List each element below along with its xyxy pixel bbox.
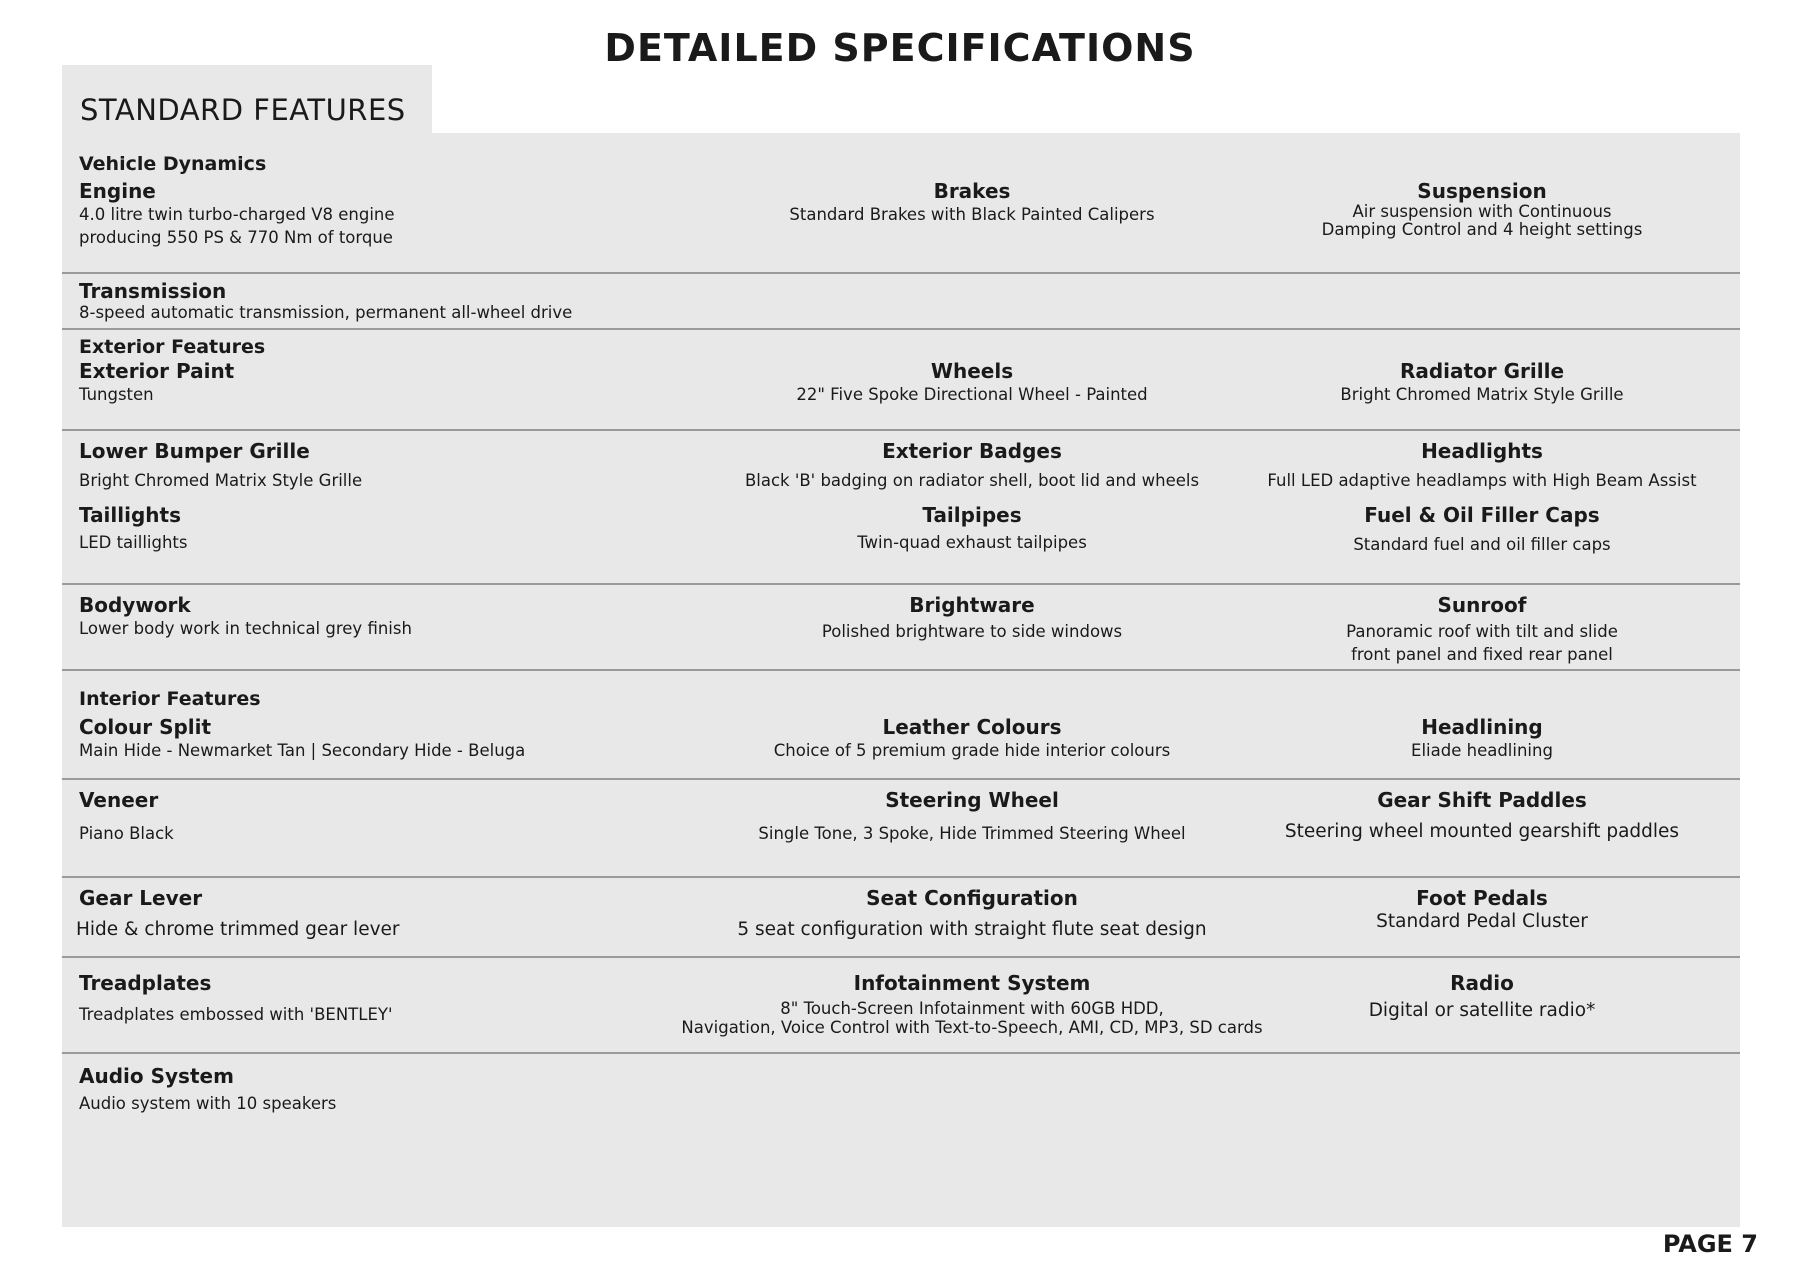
- page-title: DETAILED SPECIFICATIONS: [604, 26, 1196, 70]
- spec-value: Panoramic roof with tilt and slide front panel and fixed rear panel: [1346, 622, 1618, 664]
- spec-value: Full LED adaptive headlamps with High Beam Assist: [1267, 471, 1697, 490]
- spec-label: Headlights: [1421, 439, 1543, 463]
- spec-headlights: [1202, 439, 1762, 492]
- spec-steering-wheel: [652, 788, 1292, 845]
- page-number: PAGE 7: [1662, 1230, 1758, 1258]
- spec-label: Veneer: [79, 788, 159, 812]
- spec-label: Brakes: [933, 179, 1011, 203]
- spec-label: Suspension: [1417, 179, 1547, 203]
- spec-treadplates: [79, 971, 639, 1026]
- spec-value: Standard fuel and oil filler caps: [1353, 535, 1611, 554]
- spec-value: Digital or satellite radio*: [1368, 1000, 1596, 1021]
- spec-value: 5 seat configuration with straight flute seat design: [737, 919, 1207, 940]
- spec-label: Colour Split: [79, 715, 212, 739]
- spec-value: Black 'B' badging on radiator shell, boot lid and wheels: [744, 471, 1200, 490]
- spec-label: Gear Shift Paddles: [1377, 788, 1587, 812]
- spec-label: Radio: [1450, 971, 1514, 995]
- spec-label: Gear Lever: [79, 886, 203, 910]
- spec-label: Lower Bumper Grille: [79, 439, 310, 463]
- spec-value: Main Hide - Newmarket Tan | Secondary Hide - Beluga: [79, 741, 526, 760]
- spec-value: Lower body work in technical grey finish: [79, 619, 412, 638]
- spec-wheels: [652, 359, 1292, 406]
- spec-label: Wheels: [930, 359, 1014, 383]
- spec-gear-lever: [76, 886, 636, 941]
- group-title-interior-features: Interior Features: [79, 688, 261, 710]
- spec-suspension: [1202, 179, 1762, 239]
- spec-label: Exterior Paint: [79, 359, 235, 383]
- spec-row-lighting: [62, 431, 1740, 585]
- spec-value: Steering wheel mounted gearshift paddles: [1284, 821, 1680, 842]
- spec-headlining: [1202, 715, 1762, 762]
- spec-transmission: [79, 279, 979, 323]
- spec-value: Choice of 5 premium grade hide interior colours: [773, 741, 1171, 760]
- spec-label: Headlining: [1421, 715, 1543, 739]
- spec-label: Sunroof: [1437, 593, 1527, 617]
- spec-value: 8" Touch-Screen Infotainment with 60GB HDD, Navigation, Voice Control with Text-to-Speech, AMI, CD, MP3, SD cards: [681, 999, 1263, 1037]
- spec-value: Polished brightware to side windows: [821, 622, 1123, 641]
- spec-leather-colours: [652, 715, 1292, 762]
- group-title-exterior-features: Exterior Features: [79, 336, 266, 358]
- spec-label: Audio System: [79, 1064, 234, 1088]
- spec-engine: [79, 179, 639, 249]
- spec-value: LED taillights: [79, 533, 188, 552]
- spec-audio-system: [79, 1064, 639, 1115]
- spec-value: Treadplates embossed with 'BENTLEY': [79, 1005, 393, 1024]
- spec-label: Infotainment System: [853, 971, 1091, 995]
- spec-label: Brightware: [909, 593, 1035, 617]
- spec-seat-configuration: [652, 886, 1292, 941]
- spec-row-gear-lever: [62, 878, 1740, 958]
- spec-value: Standard Brakes with Black Painted Calipers: [789, 205, 1155, 224]
- spec-label: Transmission: [79, 279, 227, 303]
- spec-row-veneer: [62, 780, 1740, 878]
- spec-label: Radiator Grille: [1399, 359, 1565, 383]
- spec-exterior-badges: [652, 439, 1292, 492]
- spec-value: Air suspension with Continuous Damping Control and 4 height settings: [1321, 202, 1643, 239]
- spec-colour-split: [79, 715, 639, 762]
- spec-row-audio: [62, 1054, 1740, 1174]
- spec-value: Standard Pedal Cluster: [1376, 911, 1588, 932]
- spec-exterior-paint: [79, 359, 639, 406]
- spec-value: Hide & chrome trimmed gear lever: [76, 919, 400, 940]
- spec-row-transmission: [62, 274, 1740, 330]
- spec-value: 4.0 litre twin turbo-charged V8 engine producing 550 PS & 770 Nm of torque: [79, 205, 395, 247]
- group-title-vehicle-dynamics: Vehicle Dynamics: [79, 153, 267, 175]
- spec-value: Piano Black: [79, 824, 174, 843]
- spec-value: 22" Five Spoke Directional Wheel - Painted: [796, 385, 1148, 404]
- spec-label: Leather Colours: [882, 715, 1062, 739]
- spec-row-bodywork: [62, 585, 1740, 671]
- spec-panel: [62, 133, 1740, 1227]
- spec-tailpipes: [652, 503, 1292, 554]
- spec-value: Bright Chromed Matrix Style Grille: [1340, 385, 1624, 404]
- spec-gear-shift-paddles: [1202, 788, 1762, 843]
- spec-foot-pedals: [1202, 886, 1762, 933]
- spec-value: Bright Chromed Matrix Style Grille: [79, 471, 363, 490]
- spec-label: Tailpipes: [922, 503, 1022, 527]
- spec-value: Single Tone, 3 Spoke, Hide Trimmed Steering Wheel: [758, 824, 1186, 843]
- spec-label: Treadplates: [79, 971, 212, 995]
- spec-row-interior: [62, 671, 1740, 780]
- spec-fuel-oil-filler-caps: [1202, 503, 1762, 556]
- spec-veneer: [79, 788, 639, 845]
- spec-row-exterior: [62, 330, 1740, 431]
- spec-label: Seat Configuration: [866, 886, 1078, 910]
- spec-value: Tungsten: [79, 385, 154, 404]
- spec-value: Eliade headlining: [1411, 741, 1553, 760]
- spec-row-treadplates: [62, 958, 1740, 1054]
- spec-radiator-grille: [1202, 359, 1762, 406]
- spec-label: Fuel & Oil Filler Caps: [1364, 503, 1600, 527]
- spec-label: Taillights: [79, 503, 182, 527]
- spec-label: Exterior Badges: [882, 439, 1062, 463]
- spec-brightware: [652, 593, 1292, 643]
- spec-sunroof: [1202, 593, 1762, 666]
- spec-brakes: [652, 179, 1292, 226]
- spec-label: Bodywork: [79, 593, 191, 617]
- spec-taillights: [79, 503, 639, 554]
- spec-label: Engine: [79, 179, 156, 203]
- spec-label: Foot Pedals: [1416, 886, 1548, 910]
- spec-value: 8-speed automatic transmission, permanent all-wheel drive: [79, 303, 573, 322]
- spec-label: Steering Wheel: [885, 788, 1059, 812]
- spec-value: Audio system with 10 speakers: [79, 1094, 337, 1113]
- spec-bodywork: [79, 593, 639, 640]
- spec-row-engine: [62, 133, 1740, 274]
- spec-radio: [1202, 971, 1762, 1022]
- section-tab-label: STANDARD FEATURES: [80, 93, 406, 127]
- spec-lower-bumper-grille: [79, 439, 639, 492]
- spec-value: Twin-quad exhaust tailpipes: [857, 533, 1087, 552]
- section-tab: [62, 65, 432, 135]
